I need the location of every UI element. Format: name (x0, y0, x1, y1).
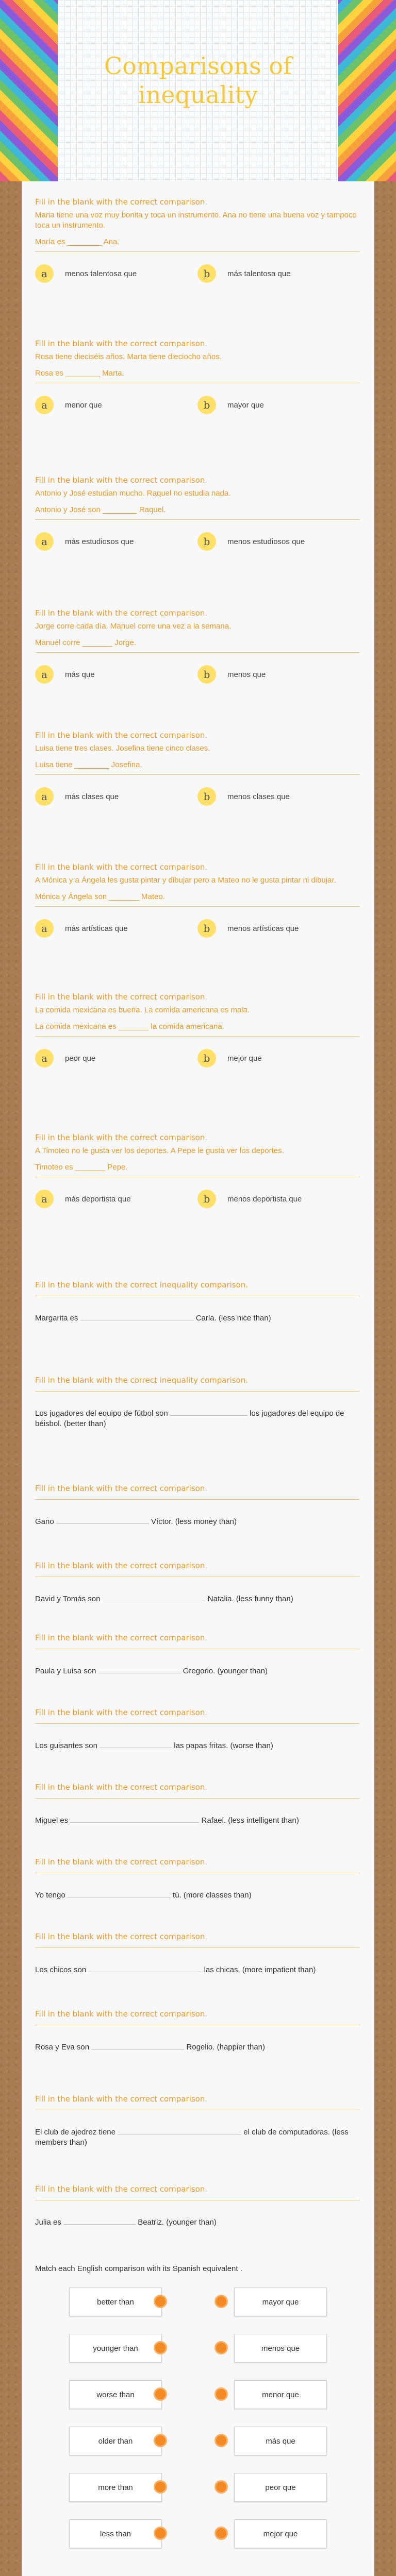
option-b-badge: b (197, 787, 216, 806)
option-a[interactable] (35, 1190, 197, 1208)
fill-prompt: Fill in the blank with the correct comparison. (35, 1484, 208, 1493)
question-prompt: Fill in the blank with the correct comparison. (35, 992, 208, 1002)
fill-blank-input[interactable] (68, 1889, 171, 1897)
divider (35, 906, 360, 907)
fill-before: Gano (35, 1517, 54, 1526)
fill-before: Julia es (35, 2218, 61, 2227)
option-b[interactable] (197, 1049, 360, 1067)
fill-sentence (35, 1312, 360, 1324)
fill-after: Natalia. (less funny than) (207, 1595, 293, 1603)
fill-question-2 (35, 1376, 360, 1429)
option-b-badge: b (197, 264, 216, 283)
option-a-badge: a (35, 532, 54, 551)
fill-after: tú. (more classes than) (173, 1891, 252, 1900)
chevron-pattern-right (338, 0, 396, 181)
fill-prompt: Fill in the blank with the correct comparison. (35, 1708, 208, 1717)
question-text: A Mónica y a Ángela les gusta pintar y dibujar pero a Mateo no le gusta pintar ni dibujar. (35, 876, 336, 885)
fill-prompt: Fill in the blank with the correct inequality comparison. (35, 1280, 249, 1290)
fill-sentence (35, 2126, 360, 2148)
divider (35, 652, 360, 653)
match-right-connector[interactable] (214, 2387, 228, 2401)
option-b[interactable] (197, 787, 360, 806)
option-a-badge: a (35, 919, 54, 938)
option-a-label: más clases que (65, 792, 119, 801)
match-left-connector[interactable] (154, 2295, 167, 2308)
fill-prompt: Fill in the blank with the correct comparison. (35, 1561, 208, 1570)
answer-options (35, 918, 360, 939)
question-text: Jorge corre cada día. Manuel corre una vez a la semana. (35, 622, 232, 631)
fill-question-12 (35, 2184, 360, 2228)
fill-prompt: Fill in the blank with the correct comparison. (35, 2009, 208, 2019)
question-5 (35, 730, 360, 807)
fill-prompt: Fill in the blank with the correct inequality comparison. (35, 1376, 249, 1385)
option-b[interactable] (197, 919, 360, 938)
fill-blank-input[interactable] (103, 1592, 206, 1601)
fill-after: las chicas. (more impatient than) (204, 1965, 316, 1974)
match-left-item[interactable]: less than (69, 2519, 162, 2548)
option-a[interactable] (35, 787, 197, 806)
answer-options (35, 1189, 360, 1209)
question-sentence: Mónica y Ángela son _______ Mateo. (35, 892, 165, 901)
fill-sentence (35, 1407, 360, 1429)
fill-sentence (35, 1665, 360, 1676)
fill-question-8 (35, 1857, 360, 1901)
fill-before: Margarita es (35, 1314, 78, 1323)
question-sentence: La comida mexicana es _______ la comida americana. (35, 1022, 224, 1031)
match-title: Match each English comparison with its Spanish equivalent . (35, 2264, 242, 2273)
fill-after: el club de computadoras. (less members than) (35, 2128, 349, 2147)
option-b[interactable] (197, 1190, 360, 1208)
match-right-item[interactable]: mejor que (234, 2519, 327, 2548)
fill-after: Carla. (less nice than) (195, 1314, 271, 1323)
question-prompt: Fill in the blank with the correct comparison. (35, 339, 208, 348)
fill-question-11 (35, 2094, 360, 2148)
match-left-item[interactable]: younger than (69, 2334, 162, 2363)
question-8 (35, 1132, 360, 1209)
answer-options (35, 664, 360, 685)
fill-question-1 (35, 1280, 360, 1324)
question-3 (35, 475, 360, 552)
fill-blank-input[interactable] (91, 2041, 184, 2049)
header-banner (0, 0, 396, 181)
divider (35, 1798, 360, 1799)
option-a-badge: a (35, 665, 54, 684)
option-a-label: menor que (65, 400, 102, 410)
fill-question-4 (35, 1561, 360, 1604)
answer-options (35, 786, 360, 807)
question-prompt: Fill in the blank with the correct comparison. (35, 731, 208, 740)
question-2 (35, 338, 360, 415)
fill-blank-input[interactable] (88, 1963, 202, 1972)
match-right-item[interactable]: más que (234, 2427, 327, 2455)
fill-after: los jugadores del equipo de béisbol. (better than) (35, 1409, 344, 1428)
fill-blank-input[interactable] (56, 1515, 149, 1524)
fill-blank-input[interactable] (80, 1312, 194, 1320)
fill-sentence (35, 1814, 360, 1826)
match-right-item[interactable]: peor que (234, 2473, 327, 2502)
question-7 (35, 992, 360, 1069)
option-b-label: menos clases que (227, 792, 290, 801)
fill-question-3 (35, 1484, 360, 1527)
fill-before: Rosa y Eva son (35, 2043, 90, 2052)
fill-before: Los guisantes son (35, 1741, 97, 1750)
question-text: La comida mexicana es buena. La comida americana es mala. (35, 1006, 250, 1014)
fill-question-7 (35, 1783, 360, 1826)
fill-before: Miguel es (35, 1816, 69, 1825)
question-prompt: Fill in the blank with the correct comparison. (35, 608, 208, 618)
question-prompt: Fill in the blank with the correct comparison. (35, 1133, 208, 1142)
option-a[interactable] (35, 264, 197, 283)
question-sentence: Rosa es ________ Marta. (35, 369, 124, 378)
option-b-badge: b (197, 396, 216, 414)
fill-after: Rogelio. (happier than) (186, 2043, 265, 2052)
divider (35, 251, 360, 252)
question-text: Maria tiene una voz muy bonita y toca un instrumento. Ana no tiene una buena voz y tampoco toca un instrumento. (35, 211, 357, 230)
question-6 (35, 862, 360, 939)
option-b[interactable] (197, 665, 360, 684)
match-left-connector[interactable] (154, 2387, 167, 2401)
option-b-label: menos que (227, 670, 266, 679)
question-4 (35, 608, 360, 685)
match-left-connector[interactable] (154, 2434, 167, 2447)
fill-after: Rafael. (less intelligent than) (201, 1816, 299, 1825)
option-b-label: más talentosa que (227, 269, 291, 278)
fill-question-5 (35, 1633, 360, 1676)
fill-after: las papas fritas. (worse than) (174, 1741, 273, 1750)
option-a-badge: a (35, 264, 54, 283)
fill-after: Gregorio. (younger than) (183, 1667, 268, 1675)
option-a-label: menos talentosa que (65, 269, 137, 278)
page-title: Comparisons of inequality (104, 52, 292, 109)
option-b-badge: b (197, 1190, 216, 1208)
match-right-connector[interactable] (214, 2341, 228, 2354)
answer-options (35, 531, 360, 552)
fill-question-9 (35, 1932, 360, 1975)
match-left-item[interactable]: better than (69, 2287, 162, 2316)
match-left-item[interactable]: older than (69, 2427, 162, 2455)
fill-sentence (35, 1739, 360, 1751)
question-sentence: María es ________ Ana. (35, 238, 120, 246)
option-a[interactable] (35, 665, 197, 684)
match-right-item[interactable]: mayor que (234, 2287, 327, 2316)
fill-blank-input[interactable] (63, 2216, 136, 2225)
option-a-label: más que (65, 670, 95, 679)
question-text: Luisa tiene tres clases. Josefina tiene cinco clases. (35, 744, 210, 753)
question-1 (35, 197, 360, 284)
option-a-label: peor que (65, 1054, 96, 1063)
fill-sentence (35, 1515, 360, 1527)
divider (35, 1499, 360, 1500)
divider (35, 1036, 360, 1037)
fill-blank-input[interactable] (100, 1739, 172, 1748)
question-text: A Timoteo no le gusta ver los deportes. A Pepe le gusta ver los deportes. (35, 1146, 284, 1155)
match-right-item[interactable]: menor que (234, 2380, 327, 2409)
option-a-label: más deportista que (65, 1194, 131, 1204)
fill-prompt: Fill in the blank with the correct comparison. (35, 1932, 208, 1941)
option-a[interactable] (35, 919, 197, 938)
option-b-label: mejor que (227, 1054, 262, 1063)
option-b-label: menos artísticas que (227, 924, 299, 933)
fill-before: Los chicos son (35, 1965, 87, 1974)
fill-prompt: Fill in the blank with the correct comparison. (35, 1633, 208, 1642)
divider (35, 1723, 360, 1724)
fill-blank-input[interactable] (170, 1407, 248, 1416)
question-sentence: Timoteo es _______ Pepe. (35, 1163, 128, 1172)
fill-sentence (35, 1889, 360, 1901)
match-left-connector[interactable] (154, 2341, 167, 2354)
match-left-connector[interactable] (154, 2480, 167, 2494)
match-left-item[interactable]: worse than (69, 2380, 162, 2409)
match-left-item[interactable]: more than (69, 2473, 162, 2502)
question-text: Rosa tiene dieciséis años. Marta tiene dieciocho años. (35, 352, 222, 361)
match-right-connector[interactable] (214, 2527, 228, 2540)
fill-sentence (35, 2041, 360, 2053)
match-right-connector[interactable] (214, 2295, 228, 2308)
option-b[interactable] (197, 396, 360, 414)
chevron-pattern-left (0, 0, 58, 181)
option-b-badge: b (197, 665, 216, 684)
fill-prompt: Fill in the blank with the correct comparison. (35, 1857, 208, 1867)
fill-blank-input[interactable] (118, 2126, 241, 2134)
question-sentence: Manuel corre _______ Jorge. (35, 638, 136, 647)
fill-after: Víctor. (less money than) (151, 1517, 237, 1526)
fill-sentence (35, 1963, 360, 1975)
option-a-label: más artísticas que (65, 924, 128, 933)
option-a-label: más estudiosos que (65, 537, 134, 546)
fill-before: El club de ajedrez tiene (35, 2128, 116, 2137)
option-a[interactable] (35, 1049, 197, 1067)
fill-prompt: Fill in the blank with the correct comparison. (35, 2094, 208, 2104)
option-b[interactable] (197, 532, 360, 551)
option-a[interactable] (35, 396, 197, 414)
option-b-label: mayor que (227, 400, 264, 410)
divider (35, 519, 360, 520)
match-right-connector[interactable] (214, 2434, 228, 2447)
fill-sentence (35, 1592, 360, 1604)
fill-question-6 (35, 1708, 360, 1751)
fill-sentence (35, 2216, 360, 2228)
option-b[interactable] (197, 264, 360, 283)
question-sentence: Luisa tiene ________ Josefina. (35, 760, 142, 769)
option-a-badge: a (35, 787, 54, 806)
option-b-badge: b (197, 532, 216, 551)
answer-options (35, 263, 360, 284)
divider (35, 1947, 360, 1948)
option-b-label: menos estudiosos que (227, 537, 305, 546)
answer-options (35, 1048, 360, 1069)
match-left-connector[interactable] (154, 2527, 167, 2540)
fill-before: David y Tomás son (35, 1595, 101, 1603)
question-sentence: Antonio y José son ________ Raquel. (35, 505, 166, 514)
option-a-badge: a (35, 1049, 54, 1067)
question-prompt: Fill in the blank with the correct comparison. (35, 862, 208, 872)
option-b-badge: b (197, 1049, 216, 1067)
fill-after: Beatriz. (younger than) (138, 2218, 217, 2227)
divider (35, 1391, 360, 1392)
fill-blank-input[interactable] (98, 1665, 181, 1673)
fill-before: Yo tengo (35, 1891, 65, 1900)
option-b-label: menos deportista que (227, 1194, 302, 1204)
match-right-item[interactable]: menos que (234, 2334, 327, 2363)
fill-prompt: Fill in the blank with the correct comparison. (35, 1783, 208, 1792)
question-text: Antonio y José estudian mucho. Raquel no estudia nada. (35, 489, 231, 498)
fill-blank-input[interactable] (70, 1814, 199, 1823)
question-prompt: Fill in the blank with the correct comparison. (35, 197, 208, 207)
match-right-connector[interactable] (214, 2480, 228, 2494)
fill-question-10 (35, 2009, 360, 2053)
question-prompt: Fill in the blank with the correct comparison. (35, 476, 208, 485)
fill-before: Paula y Luisa son (35, 1667, 96, 1675)
option-a-badge: a (35, 396, 54, 414)
option-a[interactable] (35, 532, 197, 551)
option-a-badge: a (35, 1190, 54, 1208)
fill-before: Los jugadores del equipo de fútbol son (35, 1409, 168, 1418)
answer-options (35, 395, 360, 415)
fill-prompt: Fill in the blank with the correct comparison. (35, 2184, 208, 2194)
divider (35, 774, 360, 775)
option-b-badge: b (197, 919, 216, 938)
